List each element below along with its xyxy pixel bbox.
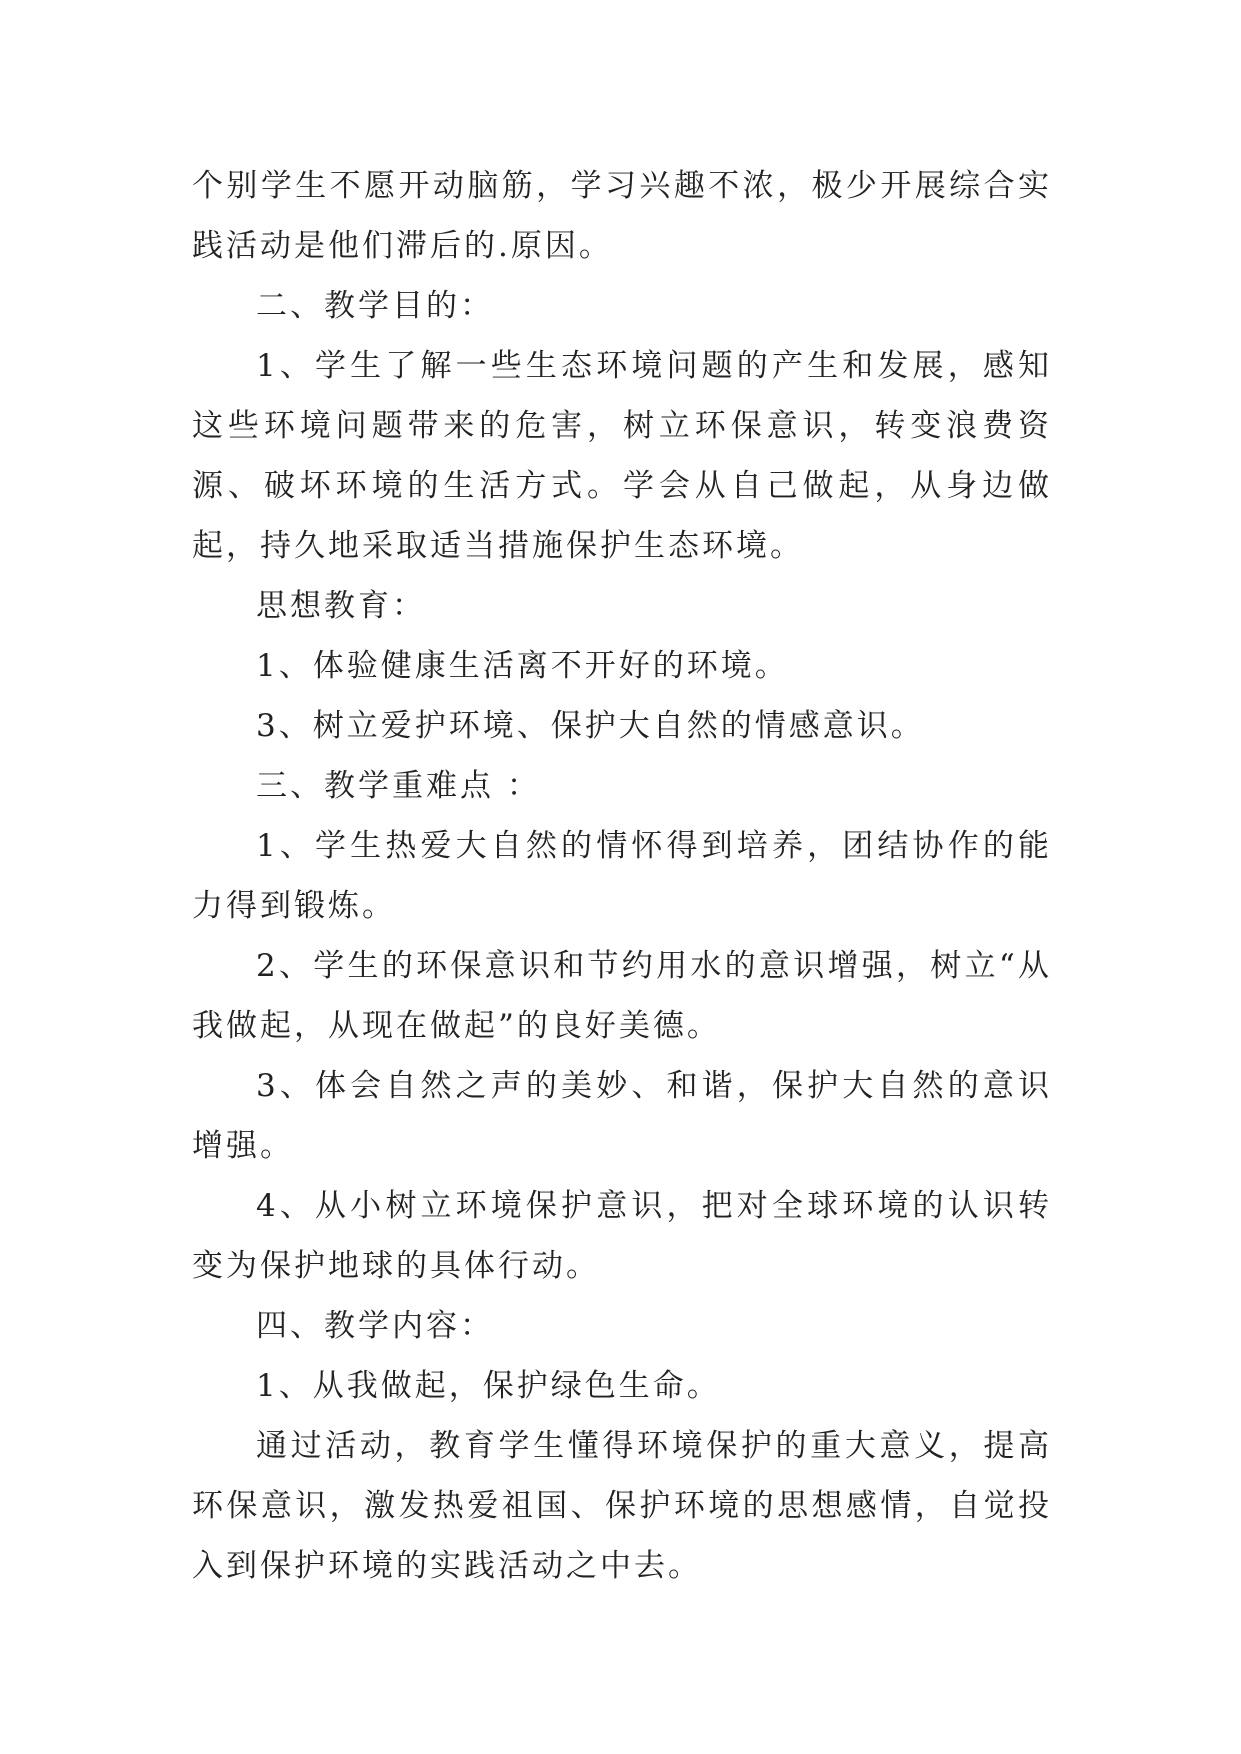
list-item: 1、从我做起，保护绿色生命。 [256, 1368, 721, 1404]
list-item: 3、树立爱护环境、保护大自然的情感意识。 [256, 708, 925, 744]
section-heading-teaching-goals: 二、教学目的： [256, 288, 494, 324]
list-item: 3、体会自然之声的美妙、和谐，保护大自然的意识增强。 [192, 1068, 1052, 1164]
subheading-ideological-education: 思想教育： [256, 588, 426, 624]
list-item: 4、从小树立环境保护意识，把对全球环境的认识转变为保护地球的具体行动。 [192, 1188, 1052, 1284]
paragraph: 通过活动，教育学生懂得环境保护的重大意义，提高环保意识，激发热爱祖国、保护环境的思想感情，自觉投入到保护环境的实践活动之中去。 [192, 1428, 1052, 1584]
list-item: 2、学生的环保意识和节约用水的意识增强，树立“从我做起，从现在做起”的良好美德。 [192, 948, 1052, 1044]
list-item: 1、学生热爱大自然的情怀得到培养，团结协作的能力得到锻炼。 [192, 828, 1052, 924]
paragraph: 个别学生不愿开动脑筋，学习兴趣不浓，极少开展综合实践活动是他们滞后的.原因。 [192, 168, 1052, 264]
section-heading-key-difficulties: 三、教学重难点 ： [256, 768, 541, 804]
paragraph: 1、学生了解一些生态环境问题的产生和发展，感知这些环境问题带来的危害，树立环保意识，转变浪费资源、破坏环境的生活方式。学会从自己做起，从身边做起，持久地采取适当措施保护生态环境。 [192, 348, 1052, 564]
section-heading-teaching-content: 四、教学内容： [256, 1308, 494, 1344]
list-item: 1、体验健康生活离不开好的环境。 [256, 648, 789, 684]
document-body [192, 156, 1052, 1596]
